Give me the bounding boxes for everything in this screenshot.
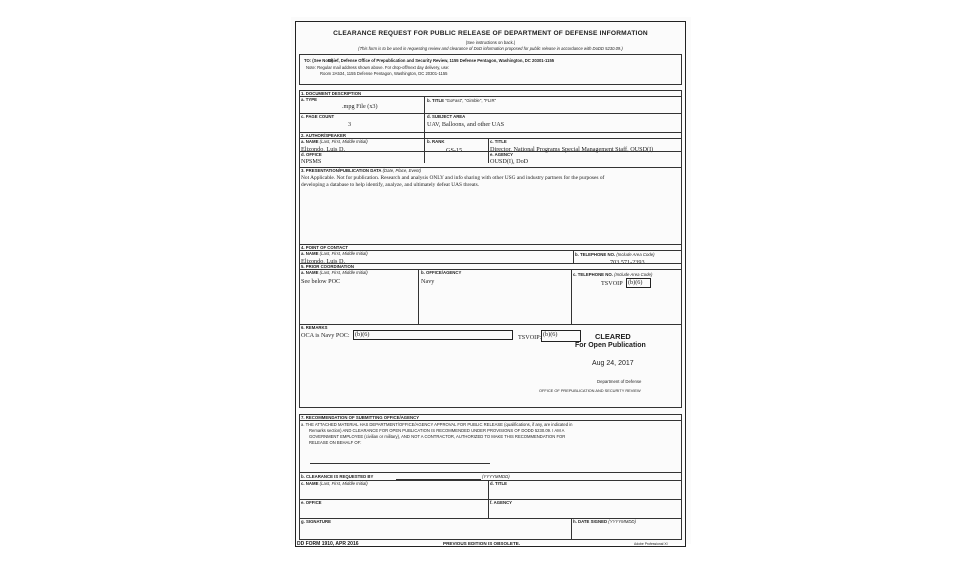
author-name-field[interactable]: Elizondo, Luis D.: [301, 146, 345, 153]
title-field[interactable]: "GoFast", "Gimble", "FLIR": [445, 98, 497, 103]
poc-name-field[interactable]: Elizondo, Luis D.: [301, 258, 345, 265]
to-label: TO: (See Note): [304, 58, 334, 63]
prior-name-field[interactable]: See below POC: [301, 278, 341, 285]
subject-label: d. SUBJECT AREA: [427, 114, 466, 119]
type-field[interactable]: .mpg File (x3): [342, 103, 378, 110]
prior-phone-redaction: (b)(6): [626, 278, 651, 288]
stamp-office: OFFICE OF PREPUBLICATION AND SECURITY REVIEW: [539, 388, 641, 393]
author-title-field[interactable]: Director, National Programs Special Management Staff, OUSD(I): [490, 146, 654, 153]
author-name-label: a. NAME (Last, First, Middle Initial): [301, 139, 368, 144]
section-4-heading: 4. POINT OF CONTACT: [301, 245, 348, 250]
presentation-data-field[interactable]: Not Applicable. Not for publication. Research and analysis ONLY and info sharing with other USG and industry partners for the purposes of developing a database to help identify, analyze, and ultimately defeat UAS threats.: [301, 175, 605, 188]
oca-text: OCA is Navy POC:: [301, 332, 350, 339]
recommender-agency-label: f. AGENCY: [490, 500, 513, 505]
stamp-date: Aug 24, 2017: [592, 360, 634, 367]
to-address: Chief, Defense Office of Prepublication and Security Review, 1155 Defense Pentagon, Washington, DC 20301-1155: [328, 58, 555, 63]
clearance-request-form: [295, 21, 686, 547]
behalf-of-line[interactable]: [310, 463, 490, 464]
poc-name-label: a. NAME (Last, First, Middle Initial): [301, 251, 368, 256]
rank-field[interactable]: GS-15: [446, 147, 463, 154]
page-count-label: c. PAGE COUNT: [301, 114, 335, 119]
recommender-name-label: c. NAME (Last, First, Middle Initial): [301, 481, 368, 486]
title-label-text: b. TITLE: [427, 98, 444, 103]
type-label: a. TYPE: [301, 97, 318, 102]
prior-phone-prefix: TSVOIP: [601, 280, 623, 287]
recommender-title-label: d. TITLE: [490, 481, 507, 486]
author-title-label: c. TITLE: [490, 139, 507, 144]
previous-edition-note: PREVIOUS EDITION IS OBSOLETE.: [443, 541, 521, 546]
tsvoip-redaction: (b)(6): [541, 330, 581, 342]
form-purpose: (This form is to be used in requesting review and clearance of DoD information proposed for public release in accordance with DoDD 5230.09.): [358, 46, 623, 51]
signature-label: g. SIGNATURE: [301, 519, 331, 524]
office-label: d. OFFICE: [301, 152, 322, 157]
section-1-heading: 1. DOCUMENT DESCRIPTION: [301, 91, 362, 96]
requested-by-label: b. CLEARANCE IS REQUESTED BY: [301, 474, 374, 479]
oca-redaction: (b)(6): [353, 330, 513, 340]
section-6-heading: 6. REMARKS: [301, 325, 328, 330]
section-7-heading: 7. RECOMMENDATION OF SUBMITTING OFFICE/AGENCY: [301, 415, 420, 420]
form-title: CLEARANCE REQUEST FOR PUBLIC RELEASE OF DEPARTMENT OF DEFENSE INFORMATION: [333, 30, 648, 37]
rank-label: b. RANK: [427, 139, 445, 144]
stamp-dept: Department of Defense: [597, 379, 642, 384]
stamp-for-open: For Open Publication: [575, 342, 646, 349]
recommendation-line-2: Remarks section) AND CLEARANCE FOR OPEN PUBLICATION IS RECOMMENDED UNDER PROVISIONS OF DODD 5230.09. I AM A: [309, 428, 565, 433]
office-field[interactable]: NPSMS: [301, 158, 322, 165]
adobe-note: Adobe Professional XI: [634, 542, 668, 546]
document-page: [291, 17, 691, 547]
recommendation-line-4: RELEASE ON BEHALF OF:: [309, 440, 362, 445]
recommender-office-label: e. OFFICE: [301, 500, 322, 505]
requested-by-hint: (YYYYMMDD): [482, 474, 510, 479]
note-line-1: Note: Regular mail address shown above. For drop-off/next day delivery, use:: [306, 65, 450, 70]
section-2-heading: 2. AUTHOR/SPEAKER: [301, 133, 346, 138]
recommendation-line-1: a. THE ATTACHED MATERIAL HAS DEPARTMENT/OFFICE/AGENCY APPROVAL FOR PUBLIC RELEASE (qualifications, if any, are indicated in: [301, 422, 573, 427]
section-5-heading: 5. PRIOR COORDINATION: [301, 264, 354, 269]
page-count-field[interactable]: 3: [348, 121, 352, 128]
recommendation-line-3: GOVERNMENT EMPLOYEE (civilian or military), AND NOT A CONTRACTOR, AUTHORIZED TO MAKE THIS RECOMMENDATION FOR: [309, 434, 566, 439]
poc-phone-label: b. TELEPHONE NO. (Include Area Code): [575, 252, 655, 257]
prior-office-field[interactable]: Navy: [421, 278, 435, 285]
prior-name-label: a. NAME (Last, First, Middle Initial): [301, 270, 368, 275]
stamp-cleared: CLEARED: [595, 332, 631, 341]
date-signed-label: h. DATE SIGNED (YYYYMMDD): [573, 519, 636, 524]
see-instructions: (See instructions on back.): [465, 40, 516, 45]
form-number: DD FORM 1910, APR 2016: [297, 541, 359, 547]
poc-phone-field[interactable]: 703 571-2393: [610, 259, 645, 266]
prior-office-label: b. OFFICE/AGENCY: [421, 270, 462, 275]
agency-label: e. AGENCY: [490, 152, 514, 157]
prior-phone-label: c. TELEPHONE NO. (Include Area Code): [573, 272, 653, 277]
agency-field[interactable]: OUSD(I), DoD: [490, 158, 529, 165]
tsvoip-text: TSVOIP:: [518, 334, 542, 341]
note-line-2: Room 2A534, 1155 Defense Pentagon, Washington, DC 20301-1155: [320, 71, 448, 76]
section-3-heading: 3. PRESENTATION/PUBLICATION DATA (Date, Place, Event): [301, 168, 422, 173]
subject-field[interactable]: UAV, Balloons, and other UAS: [427, 121, 505, 128]
title-label: [427, 98, 496, 103]
